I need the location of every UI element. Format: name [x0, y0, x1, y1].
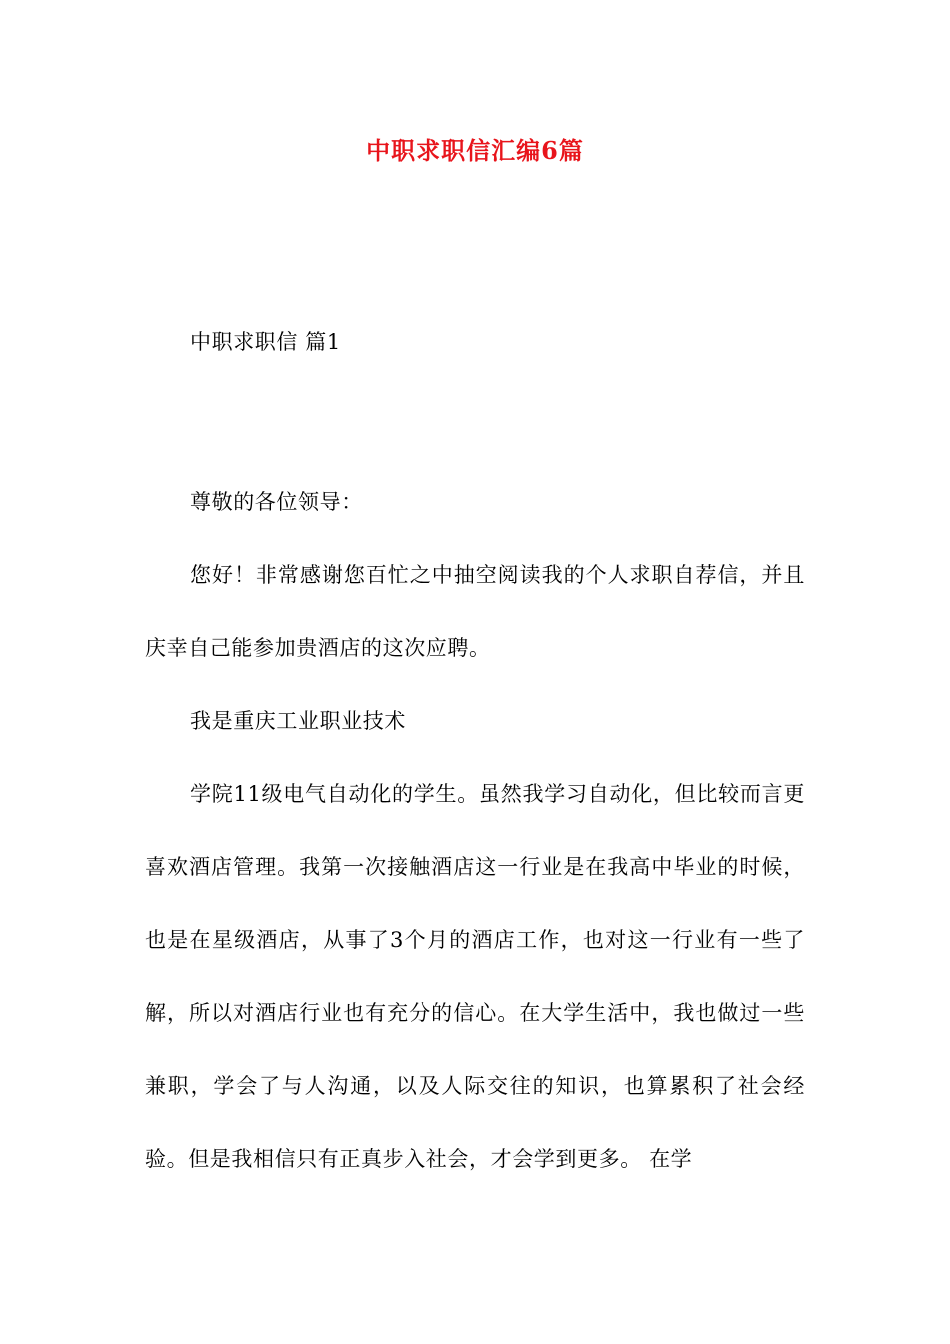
section-heading: 中职求职信 篇1	[190, 330, 341, 354]
paragraph-greeting: 您好！非常感谢您百忙之中抽空阅读我的个人求职自荐信，并且庆幸自己能参加贵酒店的这次应聘。	[145, 563, 805, 660]
paragraph-experience: 学院11级电气自动化的学生。虽然我学习自动化，但比较而言更喜欢酒店管理。我第一次接触酒店这一行业是在我高中毕业的时候，也是在星级酒店，从事了3个月的酒店工作，也对这一行业有一些了解，所以对酒店行业也有充分的信心。在大学生活中，我也做过一些兼职，学会了与人沟通，以及人际交往的知识，也算累积了社会经验。但是我相信只有正真步入社会，才会学到更多。 在学	[145, 782, 805, 1171]
document-title: 中职求职信汇编6篇	[366, 136, 584, 165]
letter-body	[145, 466, 805, 1196]
salutation: 尊敬的各位领导：	[190, 490, 363, 514]
paragraph-school: 我是重庆工业职业技术	[190, 709, 406, 733]
